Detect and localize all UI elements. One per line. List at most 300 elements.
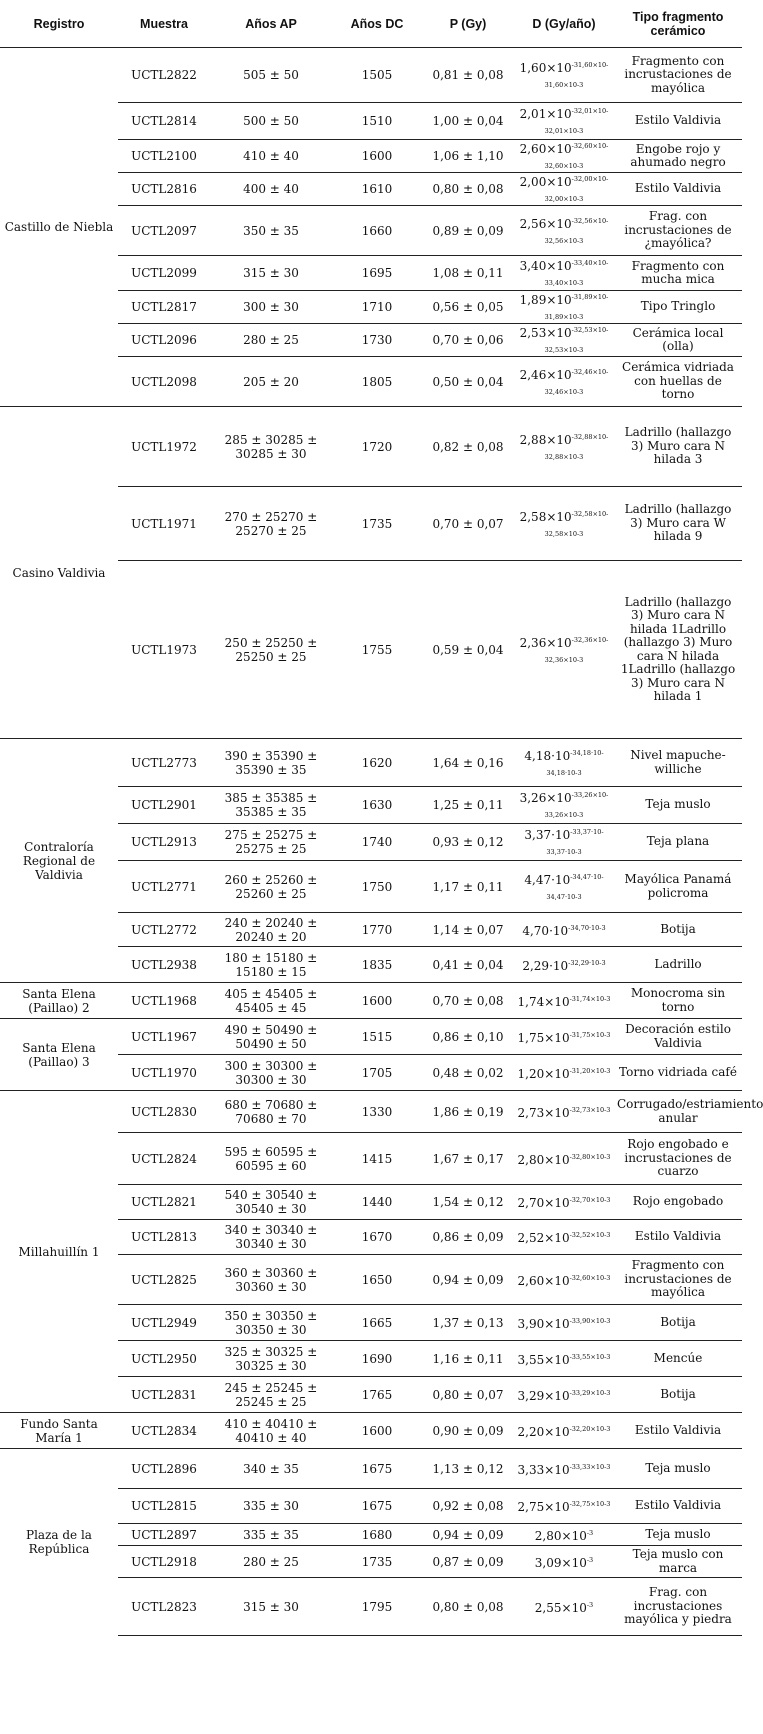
anos-ap-cell: 300 ± 30300 ± 30300 ± 30	[210, 1055, 332, 1091]
table-row	[0, 1091, 742, 1133]
dose-rate-value	[518, 1104, 611, 1119]
header-p-gy: P (Gy)	[422, 0, 514, 48]
dose-rate-value	[520, 789, 609, 821]
p-gy-cell: 0,87 ± 0,09	[422, 1546, 514, 1578]
dose-rate-exponent: -33,40×10-	[571, 259, 609, 267]
d-gy-ano-cell	[514, 983, 614, 1019]
anos-ap-cell: 350 ± 30350 ± 30350 ± 30	[210, 1305, 332, 1341]
dose-rate-exponent: -32,73×10-3	[569, 1105, 611, 1114]
dose-rate-value	[520, 173, 609, 205]
muestra-cell: UCTL1972	[118, 407, 210, 487]
d-gy-ano-cell	[514, 487, 614, 561]
dose-rate-value	[518, 1423, 611, 1438]
tipo-fragmento-cell: Rojo engobado e incrustaciones de cuarzo	[614, 1133, 742, 1185]
dose-rate-base: 2,80×10	[517, 1152, 570, 1167]
muestra-cell: UCTL1967	[118, 1019, 210, 1055]
dose-rate-exponent: -32,70×10-3	[569, 1196, 611, 1204]
anos-dc-cell: 1620	[332, 739, 422, 787]
anos-ap-cell: 275 ± 25275 ± 25275 ± 25	[210, 824, 332, 861]
dose-rate-base: 4,47·10	[524, 872, 571, 887]
tipo-fragmento-cell: Botija	[614, 1377, 742, 1413]
p-gy-cell: 1,64 ± 0,16	[422, 739, 514, 787]
dose-rate-exponent-cont: 32,53×10-3	[544, 346, 584, 354]
dose-rate-exponent: -32,20×10-3	[569, 1424, 611, 1433]
dose-rate-value	[520, 324, 609, 356]
d-gy-ano-cell	[514, 1341, 614, 1377]
dose-rate-value	[520, 291, 609, 323]
dose-rate-value	[520, 59, 609, 91]
table-row	[0, 1019, 742, 1055]
muestra-cell: UCTL2821	[118, 1185, 210, 1220]
dose-rate-exponent: -33,26×10-	[571, 791, 609, 799]
tipo-fragmento-cell: Fragmento con incrustaciones de mayólica	[614, 1255, 742, 1305]
dose-rate-value	[520, 140, 609, 172]
tipo-fragmento-cell: Torno vidriada café	[614, 1055, 742, 1091]
dose-rate-base: 3,09×10	[534, 1555, 587, 1570]
dose-rate-exponent: -32,80×10-3	[569, 1152, 611, 1161]
dose-rate-exponent-cont: 33,37·10-3	[546, 848, 582, 856]
anos-dc-cell: 1515	[332, 1019, 422, 1055]
dose-rate-exponent-cont: 32,56×10-3	[544, 236, 584, 245]
anos-ap-cell: 400 ± 40	[210, 173, 332, 206]
p-gy-cell: 0,90 ± 0,09	[422, 1413, 514, 1449]
dose-rate-exponent: -3	[586, 1600, 594, 1609]
anos-dc-cell: 1690	[332, 1341, 422, 1377]
muestra-cell: UCTL2814	[118, 103, 210, 140]
header-muestra: Muestra	[118, 0, 210, 48]
tipo-fragmento-cell: Estilo Valdivia	[614, 1489, 742, 1524]
muestra-cell: UCTL2949	[118, 1305, 210, 1341]
table-row	[0, 1413, 742, 1449]
tipo-fragmento-cell: Teja muslo	[614, 1524, 742, 1546]
anos-dc-cell: 1805	[332, 357, 422, 407]
dose-rate-base: 2,75×10	[517, 1500, 570, 1514]
d-gy-ano-cell	[514, 48, 614, 103]
table-body	[0, 48, 763, 1636]
dose-rate-exponent: -32,52×10-3	[569, 1231, 611, 1239]
dose-rate-base: 1,60×10	[519, 61, 572, 75]
anos-dc-cell: 1835	[332, 947, 422, 983]
dose-rate-base: 3,37·10	[524, 828, 571, 842]
dose-rate-value	[524, 826, 603, 858]
p-gy-cell: 0,80 ± 0,07	[422, 1377, 514, 1413]
muestra-cell: UCTL2831	[118, 1377, 210, 1413]
dose-rate-value	[518, 1229, 611, 1244]
tipo-fragmento-cell: Frag. con incrustaciones mayólica y piedra	[614, 1578, 742, 1636]
dose-rate-base: 2,60×10	[519, 142, 572, 156]
tipo-fragmento-cell: Estilo Valdivia	[614, 103, 742, 140]
anos-ap-cell: 300 ± 30	[210, 291, 332, 324]
dose-rate-exponent-cont: 33,26×10-3	[544, 811, 584, 819]
dose-rate-exponent: -33,33×10-3	[569, 1462, 611, 1471]
anos-dc-cell: 1600	[332, 983, 422, 1019]
anos-ap-cell: 500 ± 50	[210, 103, 332, 140]
tipo-fragmento-cell: Teja plana	[614, 824, 742, 861]
dose-rate-exponent: -33,29×10-3	[569, 1388, 611, 1397]
dose-rate-base: 2,20×10	[517, 1424, 570, 1439]
muestra-cell: UCTL2918	[118, 1546, 210, 1578]
dose-rate-base: 2,88×10	[519, 432, 572, 447]
p-gy-cell: 1,67 ± 0,17	[422, 1133, 514, 1185]
anos-dc-cell: 1330	[332, 1091, 422, 1133]
anos-dc-cell: 1680	[332, 1524, 422, 1546]
registro-cell: Contraloría Regional de Valdivia	[0, 739, 118, 983]
dose-rate-exponent: -32,53×10-	[571, 326, 609, 334]
p-gy-cell: 0,70 ± 0,06	[422, 324, 514, 357]
tipo-fragmento-cell: Nivel mapuche-williche	[614, 739, 742, 787]
anos-dc-cell: 1600	[332, 1413, 422, 1449]
anos-ap-cell: 405 ± 45405 ± 45405 ± 45	[210, 983, 332, 1019]
dose-rate-base: 3,29×10	[517, 1388, 570, 1403]
tipo-fragmento-cell: Engobe rojo y ahumado negro	[614, 140, 742, 173]
table-row	[0, 1449, 742, 1489]
dose-rate-exponent: -34,18·10-	[570, 748, 604, 757]
table-row	[0, 48, 742, 103]
dose-rate-base: 2,56×10	[519, 216, 572, 231]
dose-rate-value	[520, 215, 609, 247]
dose-rate-exponent-cont: 34,47·10-3	[546, 892, 582, 901]
anos-ap-cell: 410 ± 40410 ± 40410 ± 40	[210, 1413, 332, 1449]
p-gy-cell: 1,25 ± 0,11	[422, 787, 514, 824]
muestra-cell: UCTL2816	[118, 173, 210, 206]
muestra-cell: UCTL2897	[118, 1524, 210, 1546]
dose-rate-value	[518, 1461, 611, 1476]
p-gy-cell: 0,59 ± 0,04	[422, 561, 514, 739]
muestra-cell: UCTL2825	[118, 1255, 210, 1305]
anos-ap-cell: 270 ± 25270 ± 25270 ± 25	[210, 487, 332, 561]
header-registro: Registro	[0, 0, 118, 48]
d-gy-ano-cell	[514, 103, 614, 140]
tipo-fragmento-cell: Frag. con incrustaciones de ¿mayólica?	[614, 206, 742, 256]
dose-rate-base: 3,26×10	[519, 791, 572, 805]
anos-dc-cell: 1505	[332, 48, 422, 103]
anos-ap-cell: 240 ± 20240 ± 20240 ± 20	[210, 913, 332, 947]
d-gy-ano-cell	[514, 324, 614, 357]
dose-rate-exponent: -33,55×10-3	[569, 1352, 611, 1361]
d-gy-ano-cell	[514, 1449, 614, 1489]
dose-rate-base: 4,70·10	[522, 923, 569, 938]
dose-rate-value	[524, 871, 603, 903]
anos-dc-cell: 1705	[332, 1055, 422, 1091]
tipo-fragmento-cell: Estilo Valdivia	[614, 1220, 742, 1255]
dose-rate-exponent: -32,56×10-	[571, 216, 609, 225]
anos-ap-cell: 540 ± 30540 ± 30540 ± 30	[210, 1185, 332, 1220]
dose-rate-exponent: -32,88×10-	[571, 432, 609, 441]
d-gy-ano-cell	[514, 256, 614, 291]
p-gy-cell: 1,06 ± 1,10	[422, 140, 514, 173]
dose-rate-exponent-cont: 34,18·10-3	[546, 768, 582, 777]
dose-rate-base: 2,53×10	[519, 326, 572, 340]
dose-rate-exponent-cont: 32,58×10-3	[544, 529, 584, 538]
dose-rate-exponent: -32,00×10-	[571, 175, 609, 183]
dose-rate-exponent: -31,74×10-3	[569, 994, 611, 1003]
p-gy-cell: 0,86 ± 0,09	[422, 1220, 514, 1255]
anos-ap-cell: 280 ± 25	[210, 324, 332, 357]
muestra-cell: UCTL2830	[118, 1091, 210, 1133]
d-gy-ano-cell	[514, 561, 614, 739]
dose-rate-base: 3,90×10	[517, 1316, 570, 1331]
header-tipo-fragmento: Tipo fragmento cerámico	[614, 0, 742, 48]
p-gy-cell: 0,81 ± 0,08	[422, 48, 514, 103]
anos-dc-cell: 1610	[332, 173, 422, 206]
dose-rate-value	[520, 431, 609, 463]
tipo-fragmento-cell: Estilo Valdivia	[614, 173, 742, 206]
dose-rate-value	[518, 1029, 611, 1044]
tipo-fragmento-cell: Cerámica vidriada con huellas de torno	[614, 357, 742, 407]
d-gy-ano-cell	[514, 1377, 614, 1413]
anos-dc-cell: 1665	[332, 1305, 422, 1341]
tipo-fragmento-cell: Botija	[614, 1305, 742, 1341]
dose-rate-base: 2,60×10	[517, 1273, 570, 1288]
anos-ap-cell: 350 ± 35	[210, 206, 332, 256]
tipo-fragmento-cell: Botija	[614, 913, 742, 947]
dose-rate-base: 1,89×10	[519, 293, 572, 307]
tipo-fragmento-cell: Mencúe	[614, 1341, 742, 1377]
anos-ap-cell: 285 ± 30285 ± 30285 ± 30	[210, 407, 332, 487]
tipo-fragmento-cell: Teja muslo con marca	[614, 1546, 742, 1578]
dose-rate-value	[518, 1387, 611, 1402]
p-gy-cell: 1,86 ± 0,19	[422, 1091, 514, 1133]
dose-rate-value	[520, 105, 609, 137]
anos-ap-cell: 205 ± 20	[210, 357, 332, 407]
anos-dc-cell: 1675	[332, 1449, 422, 1489]
header-anos-dc: Años DC	[332, 0, 422, 48]
anos-ap-cell: 505 ± 50	[210, 48, 332, 103]
dose-rate-value	[520, 257, 609, 289]
p-gy-cell: 0,93 ± 0,12	[422, 824, 514, 861]
muestra-cell: UCTL1968	[118, 983, 210, 1019]
tipo-fragmento-cell: Ladrillo (hallazgo 3) Muro cara N hilada 1Ladrillo (hallazgo 3) Muro cara N hilada 1Ladrillo (hallazgo 3) Muro cara N hilada 1	[614, 561, 742, 739]
anos-dc-cell: 1770	[332, 913, 422, 947]
p-gy-cell: 0,94 ± 0,09	[422, 1255, 514, 1305]
muestra-cell: UCTL2813	[118, 1220, 210, 1255]
muestra-cell: UCTL2100	[118, 140, 210, 173]
p-gy-cell: 1,08 ± 0,11	[422, 256, 514, 291]
anos-ap-cell: 315 ± 30	[210, 1578, 332, 1636]
dose-rate-base: 2,80×10	[534, 1528, 587, 1543]
dose-rate-base: 2,00×10	[519, 175, 572, 189]
tipo-fragmento-cell: Mayólica Panamá policroma	[614, 861, 742, 913]
dose-rate-value	[520, 508, 609, 540]
dose-rate-value	[520, 634, 609, 666]
registro-cell: Plaza de la República	[0, 1449, 118, 1636]
dose-rate-base: 2,36×10	[519, 635, 572, 650]
anos-ap-cell: 180 ± 15180 ± 15180 ± 15	[210, 947, 332, 983]
anos-ap-cell: 315 ± 30	[210, 256, 332, 291]
d-gy-ano-cell	[514, 206, 614, 256]
anos-ap-cell: 680 ± 70680 ± 70680 ± 70	[210, 1091, 332, 1133]
muestra-cell: UCTL2099	[118, 256, 210, 291]
dose-rate-value	[518, 1194, 611, 1209]
muestra-cell: UCTL2817	[118, 291, 210, 324]
anos-ap-cell: 490 ± 50490 ± 50490 ± 50	[210, 1019, 332, 1055]
dose-rate-exponent-cont: 32,88×10-3	[544, 452, 584, 461]
dose-rate-value	[518, 1065, 611, 1080]
registro-cell: Casino Valdivia	[0, 407, 118, 739]
anos-ap-cell: 335 ± 35	[210, 1524, 332, 1546]
dose-rate-exponent: -32,36×10-	[571, 635, 609, 644]
anos-dc-cell: 1695	[332, 256, 422, 291]
muestra-cell: UCTL2773	[118, 739, 210, 787]
d-gy-ano-cell	[514, 1578, 614, 1636]
dose-rate-value	[520, 366, 609, 398]
d-gy-ano-cell	[514, 913, 614, 947]
anos-dc-cell: 1670	[332, 1220, 422, 1255]
dose-rate-value	[524, 747, 603, 779]
dose-rate-exponent: -3	[586, 1528, 594, 1537]
dose-rate-base: 2,70×10	[517, 1196, 570, 1210]
tipo-fragmento-cell: Teja muslo	[614, 1449, 742, 1489]
dose-rate-exponent: -3	[586, 1555, 594, 1564]
d-gy-ano-cell	[514, 739, 614, 787]
dose-rate-exponent: -34,47·10-	[570, 872, 604, 881]
anos-dc-cell: 1735	[332, 1546, 422, 1578]
dose-rate-exponent-cont: 33,40×10-3	[544, 279, 584, 287]
tipo-fragmento-cell: Estilo Valdivia	[614, 1413, 742, 1449]
dose-rate-base: 2,73×10	[517, 1105, 570, 1120]
tipo-fragmento-cell: Rojo engobado	[614, 1185, 742, 1220]
anos-dc-cell: 1440	[332, 1185, 422, 1220]
dose-rate-value	[535, 1554, 593, 1569]
dose-rate-exponent-cont: 31,60×10-3	[544, 81, 584, 89]
dose-rate-exponent: -33,37·10-	[570, 828, 604, 836]
d-gy-ano-cell	[514, 1019, 614, 1055]
dose-rate-base: 4,18·10	[524, 748, 571, 763]
registro-cell: Santa Elena (Paillao) 2	[0, 983, 118, 1019]
d-gy-ano-cell	[514, 407, 614, 487]
muestra-cell: UCTL2834	[118, 1413, 210, 1449]
dose-rate-value	[522, 957, 605, 972]
dose-rate-value	[518, 1151, 611, 1166]
dose-rate-value	[518, 1351, 611, 1366]
anos-ap-cell: 280 ± 25	[210, 1546, 332, 1578]
d-gy-ano-cell	[514, 140, 614, 173]
p-gy-cell: 1,37 ± 0,13	[422, 1305, 514, 1341]
muestra-cell: UCTL2096	[118, 324, 210, 357]
dose-rate-exponent: -32,60×10-	[571, 142, 609, 150]
dose-rate-value	[518, 1498, 611, 1513]
anos-dc-cell: 1600	[332, 140, 422, 173]
dose-rate-base: 2,52×10	[517, 1231, 570, 1245]
dose-rate-exponent: -32,60×10-3	[569, 1273, 611, 1282]
anos-ap-cell: 595 ± 60595 ± 60595 ± 60	[210, 1133, 332, 1185]
dose-rate-exponent: -32,46×10-	[571, 367, 609, 376]
muestra-cell: UCTL1971	[118, 487, 210, 561]
p-gy-cell: 0,82 ± 0,08	[422, 407, 514, 487]
muestra-cell: UCTL1973	[118, 561, 210, 739]
p-gy-cell: 0,41 ± 0,04	[422, 947, 514, 983]
anos-ap-cell: 335 ± 30	[210, 1489, 332, 1524]
anos-dc-cell: 1710	[332, 291, 422, 324]
registro-cell: Fundo Santa María 1	[0, 1413, 118, 1449]
dose-rate-exponent: -32,75×10-3	[569, 1500, 611, 1508]
d-gy-ano-cell	[514, 824, 614, 861]
anos-ap-cell: 340 ± 35	[210, 1449, 332, 1489]
dose-rate-exponent: -31,60×10-	[571, 61, 609, 69]
dose-rate-base: 1,75×10	[517, 1030, 570, 1045]
table-row	[0, 983, 742, 1019]
muestra-cell: UCTL2896	[118, 1449, 210, 1489]
anos-ap-cell: 385 ± 35385 ± 35385 ± 35	[210, 787, 332, 824]
p-gy-cell: 0,48 ± 0,02	[422, 1055, 514, 1091]
p-gy-cell: 0,86 ± 0,10	[422, 1019, 514, 1055]
dose-rate-value	[522, 922, 605, 937]
table-header-row	[0, 0, 742, 48]
registro-cell: Millahuillín 1	[0, 1091, 118, 1413]
muestra-cell: UCTL2901	[118, 787, 210, 824]
p-gy-cell: 0,70 ± 0,08	[422, 983, 514, 1019]
anos-dc-cell: 1675	[332, 1489, 422, 1524]
dose-rate-exponent: -31,75×10-3	[569, 1030, 611, 1039]
muestra-cell: UCTL1970	[118, 1055, 210, 1091]
dose-rate-value	[535, 1527, 593, 1542]
dose-rate-exponent-cont: 32,00×10-3	[544, 195, 584, 203]
muestra-cell: UCTL2815	[118, 1489, 210, 1524]
dose-rate-exponent-cont: 32,46×10-3	[544, 387, 584, 396]
dose-rate-exponent-cont: 32,36×10-3	[544, 655, 584, 664]
muestra-cell: UCTL2771	[118, 861, 210, 913]
anos-dc-cell: 1720	[332, 407, 422, 487]
anos-dc-cell: 1510	[332, 103, 422, 140]
d-gy-ano-cell	[514, 291, 614, 324]
anos-dc-cell: 1765	[332, 1377, 422, 1413]
p-gy-cell: 1,14 ± 0,07	[422, 913, 514, 947]
dose-rate-exponent-cont: 32,60×10-3	[544, 162, 584, 170]
dose-rate-exponent-cont: 31,89×10-3	[544, 313, 584, 321]
muestra-cell: UCTL2097	[118, 206, 210, 256]
anos-ap-cell: 360 ± 30360 ± 30360 ± 30	[210, 1255, 332, 1305]
tipo-fragmento-cell: Fragmento con incrustaciones de mayólica	[614, 48, 742, 103]
d-gy-ano-cell	[514, 1305, 614, 1341]
d-gy-ano-cell	[514, 861, 614, 913]
anos-ap-cell: 325 ± 30325 ± 30325 ± 30	[210, 1341, 332, 1377]
d-gy-ano-cell	[514, 947, 614, 983]
anos-dc-cell: 1730	[332, 324, 422, 357]
muestra-cell: UCTL2098	[118, 357, 210, 407]
dose-rate-exponent-cont: 32,01×10-3	[544, 127, 584, 135]
dose-rate-base: 2,01×10	[519, 107, 572, 121]
dose-rate-base: 2,58×10	[519, 509, 572, 524]
muestra-cell: UCTL2772	[118, 913, 210, 947]
anos-dc-cell: 1740	[332, 824, 422, 861]
d-gy-ano-cell	[514, 1524, 614, 1546]
d-gy-ano-cell	[514, 1546, 614, 1578]
dose-rate-value	[518, 993, 611, 1008]
dose-rate-base: 1,20×10	[517, 1066, 570, 1081]
anos-ap-cell: 340 ± 30340 ± 30340 ± 30	[210, 1220, 332, 1255]
dose-rate-exponent: -31,20×10-3	[569, 1066, 611, 1075]
table-row	[0, 407, 742, 487]
d-gy-ano-cell	[514, 1185, 614, 1220]
p-gy-cell: 1,13 ± 0,12	[422, 1449, 514, 1489]
dose-rate-base: 1,74×10	[517, 994, 570, 1009]
p-gy-cell: 0,70 ± 0,07	[422, 487, 514, 561]
d-gy-ano-cell	[514, 787, 614, 824]
muestra-cell: UCTL2823	[118, 1578, 210, 1636]
muestra-cell: UCTL2824	[118, 1133, 210, 1185]
anos-dc-cell: 1735	[332, 487, 422, 561]
anos-dc-cell: 1755	[332, 561, 422, 739]
d-gy-ano-cell	[514, 1091, 614, 1133]
anos-ap-cell: 390 ± 35390 ± 35390 ± 35	[210, 739, 332, 787]
dose-rate-base: 2,46×10	[519, 367, 572, 382]
muestra-cell: UCTL2913	[118, 824, 210, 861]
registro-cell: Santa Elena (Paillao) 3	[0, 1019, 118, 1091]
dose-rate-exponent: -32,01×10-	[571, 107, 609, 115]
d-gy-ano-cell	[514, 357, 614, 407]
d-gy-ano-cell	[514, 1413, 614, 1449]
dose-rate-exponent: -31,89×10-	[571, 293, 609, 301]
